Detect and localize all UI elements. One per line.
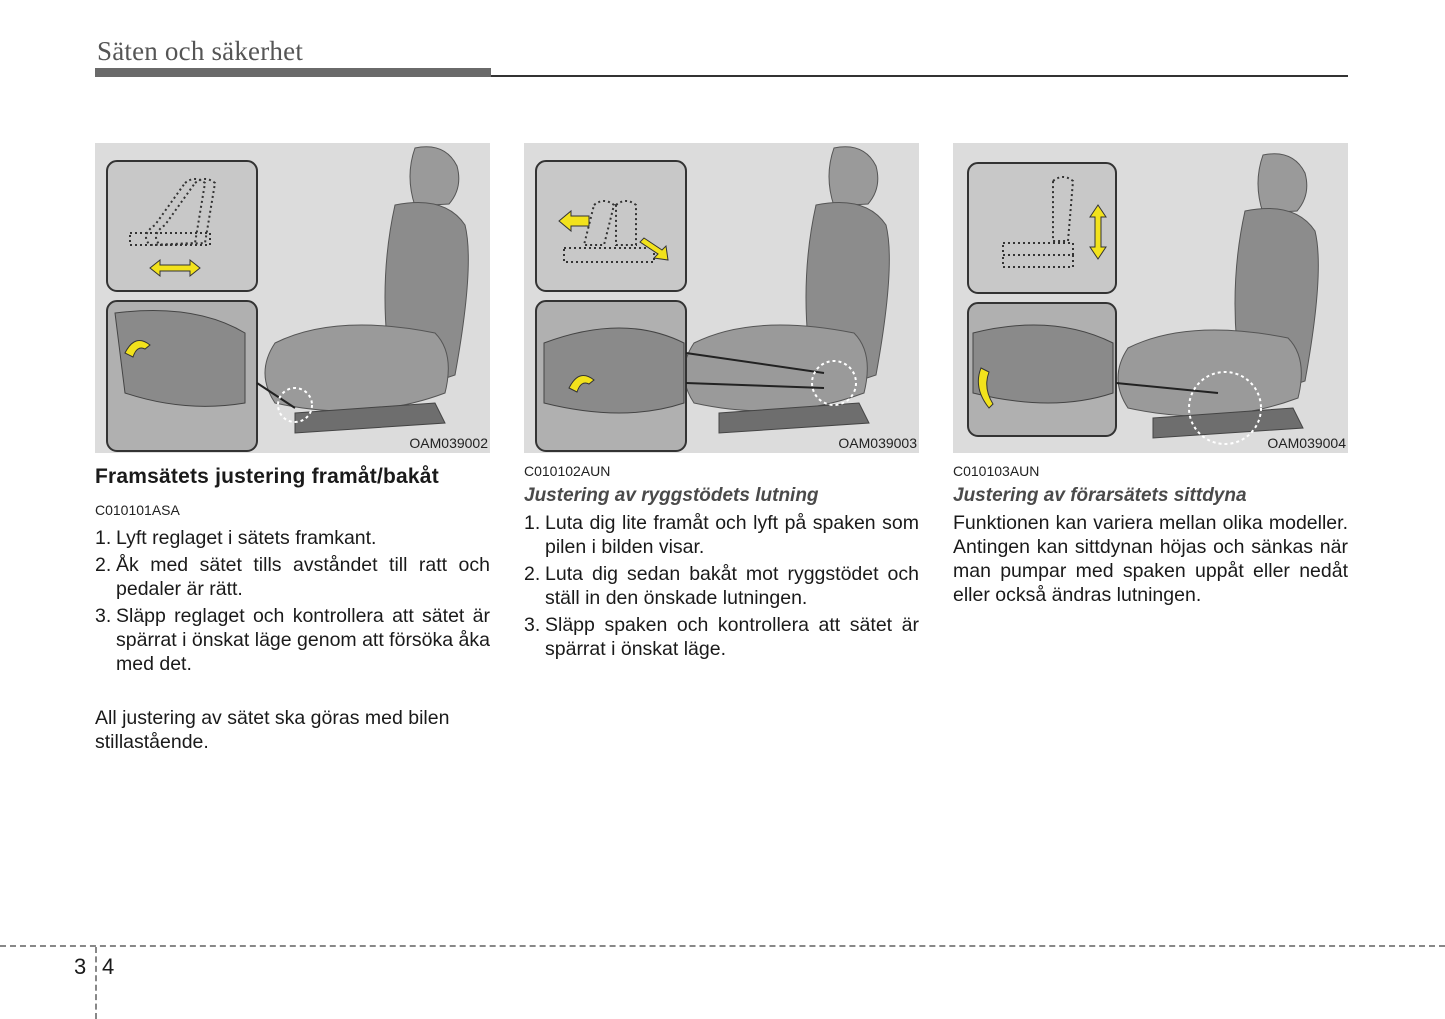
paragraph: Funktionen kan variera mellan olika modeller. Antingen kan sittdynan höjas och sänkas när man pumpar med spaken uppåt eller nedåt eller också ändras lutningen. [953,512,1348,606]
note-text: All justering av sätet ska göras med bilen stillastående. [95,707,450,753]
section-heading: Framsätets justering framåt/bakåt [95,465,439,488]
step-list [95,526,490,676]
seat-illustration-1 [95,143,490,453]
section-code: C010103AUN [953,463,1040,479]
figure-cushion-height [953,143,1348,453]
figure-code: OAM039004 [1267,435,1346,451]
list-item: 1. Lyft reglaget i sätets framkant. [95,527,377,549]
section-heading: Justering av förarsätets sittdyna [953,485,1247,506]
section-heading: Justering av ryggstödets lutning [524,485,819,506]
chapter-number: 3 [74,954,87,979]
figure-seat-forward-back [95,143,490,453]
page-header-title: Säten och säkerhet [97,36,304,66]
seat-icon [1118,154,1318,438]
list-item: 2. Åk med sätet tills avståndet till ratt och pedaler är rätt. [95,554,490,600]
header-bar [95,68,491,77]
seat-icon [684,147,889,433]
list-item: 3. Släpp spaken och kontrollera att sätet är spärrat i önskat läge. [524,614,919,660]
column-backrest-recline [524,143,919,664]
list-item: 3. Släpp reglaget och kontrollera att sätet är spärrat i önskat läge genom att försöka åka med det. [95,605,490,675]
header-rule [491,75,1348,77]
column-seat-forward-back [95,143,490,754]
figure-backrest-recline [524,143,919,453]
section-code: C010102AUN [524,463,611,479]
seat-illustration-3 [953,143,1348,453]
list-item: 1. Luta dig lite framåt och lyft på spaken som pilen i bilden visar. [524,512,919,558]
footer-divider [95,947,97,1019]
list-item: 2. Luta dig sedan bakåt mot ryggstödet och ställ in den önskade lutningen. [524,563,919,609]
seat-icon [265,147,468,433]
footer-rule [0,945,1445,947]
page-number: 4 [102,954,115,979]
section-code: C010101ASA [95,502,180,518]
figure-code: OAM039003 [838,435,917,451]
column-cushion-height [953,143,1348,607]
seat-illustration-2 [524,143,919,453]
figure-code: OAM039002 [409,435,488,451]
step-list [524,511,919,661]
